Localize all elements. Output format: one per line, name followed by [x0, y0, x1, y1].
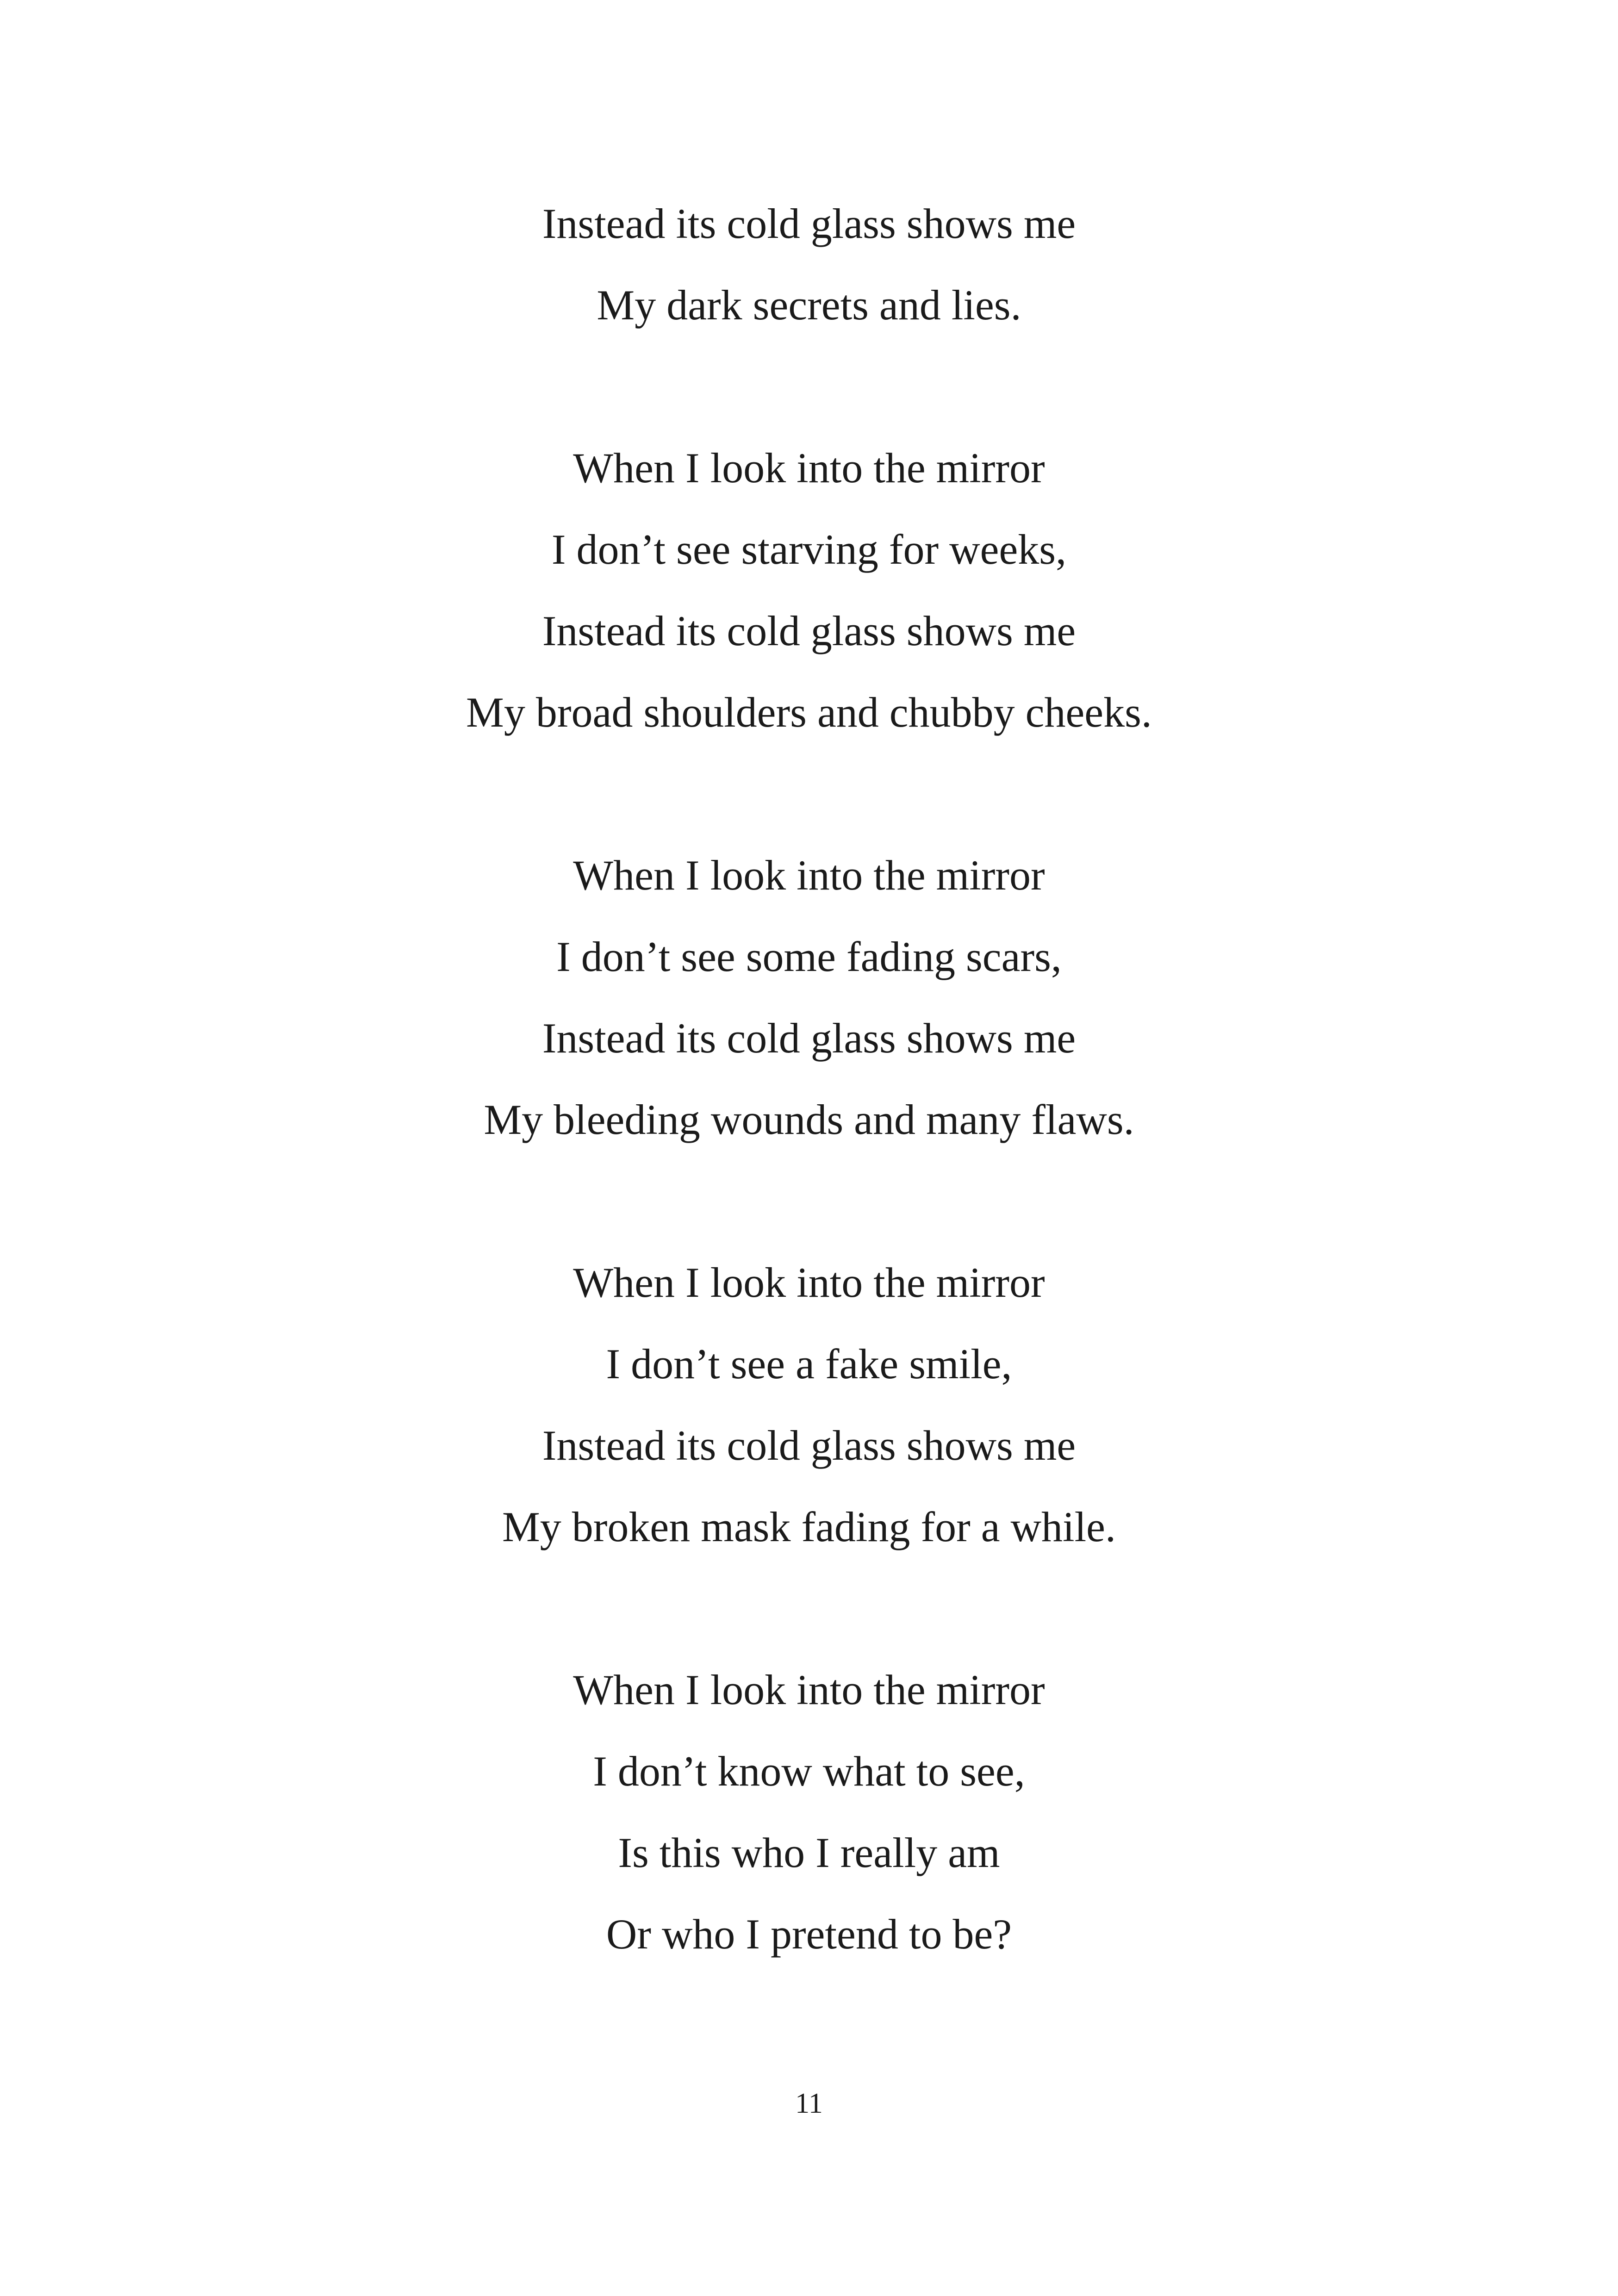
page-number: 11 — [795, 2088, 823, 2119]
poem-line: Instead its cold glass shows me — [542, 607, 1076, 654]
poem-line: When I look into the mirror — [573, 1259, 1045, 1306]
poem-line: Is this who I really am — [618, 1829, 1000, 1876]
poem-line: Instead its cold glass shows me — [542, 1422, 1076, 1469]
stanza-5 — [0, 1649, 1618, 1975]
poem-line: I don’t know what to see, — [593, 1748, 1025, 1795]
poem-line: Instead its cold glass shows me — [542, 1014, 1076, 1062]
stanza-2 — [0, 427, 1618, 753]
poem-line: When I look into the mirror — [573, 852, 1045, 899]
poem-line: Instead its cold glass shows me — [542, 200, 1076, 247]
poem-line: When I look into the mirror — [573, 444, 1045, 492]
stanza-1 — [0, 183, 1618, 346]
poem-line: I don’t see some fading scars, — [556, 933, 1062, 980]
poem-body — [0, 183, 1618, 1975]
poem-line: My bleeding wounds and many flaws. — [484, 1096, 1134, 1143]
poem-line: I don’t see starving for weeks, — [551, 526, 1067, 573]
poem-line: Or who I pretend to be? — [606, 1910, 1012, 1958]
stanza-3 — [0, 834, 1618, 1160]
poem-line: I don’t see a fake smile, — [606, 1340, 1012, 1388]
poem-line: My broken mask fading for a while. — [502, 1503, 1116, 1550]
stanza-4 — [0, 1242, 1618, 1568]
poem-line: My dark secrets and lies. — [597, 281, 1021, 329]
poem-line: When I look into the mirror — [573, 1666, 1045, 1713]
poem-line: My broad shoulders and chubby cheeks. — [466, 689, 1152, 736]
